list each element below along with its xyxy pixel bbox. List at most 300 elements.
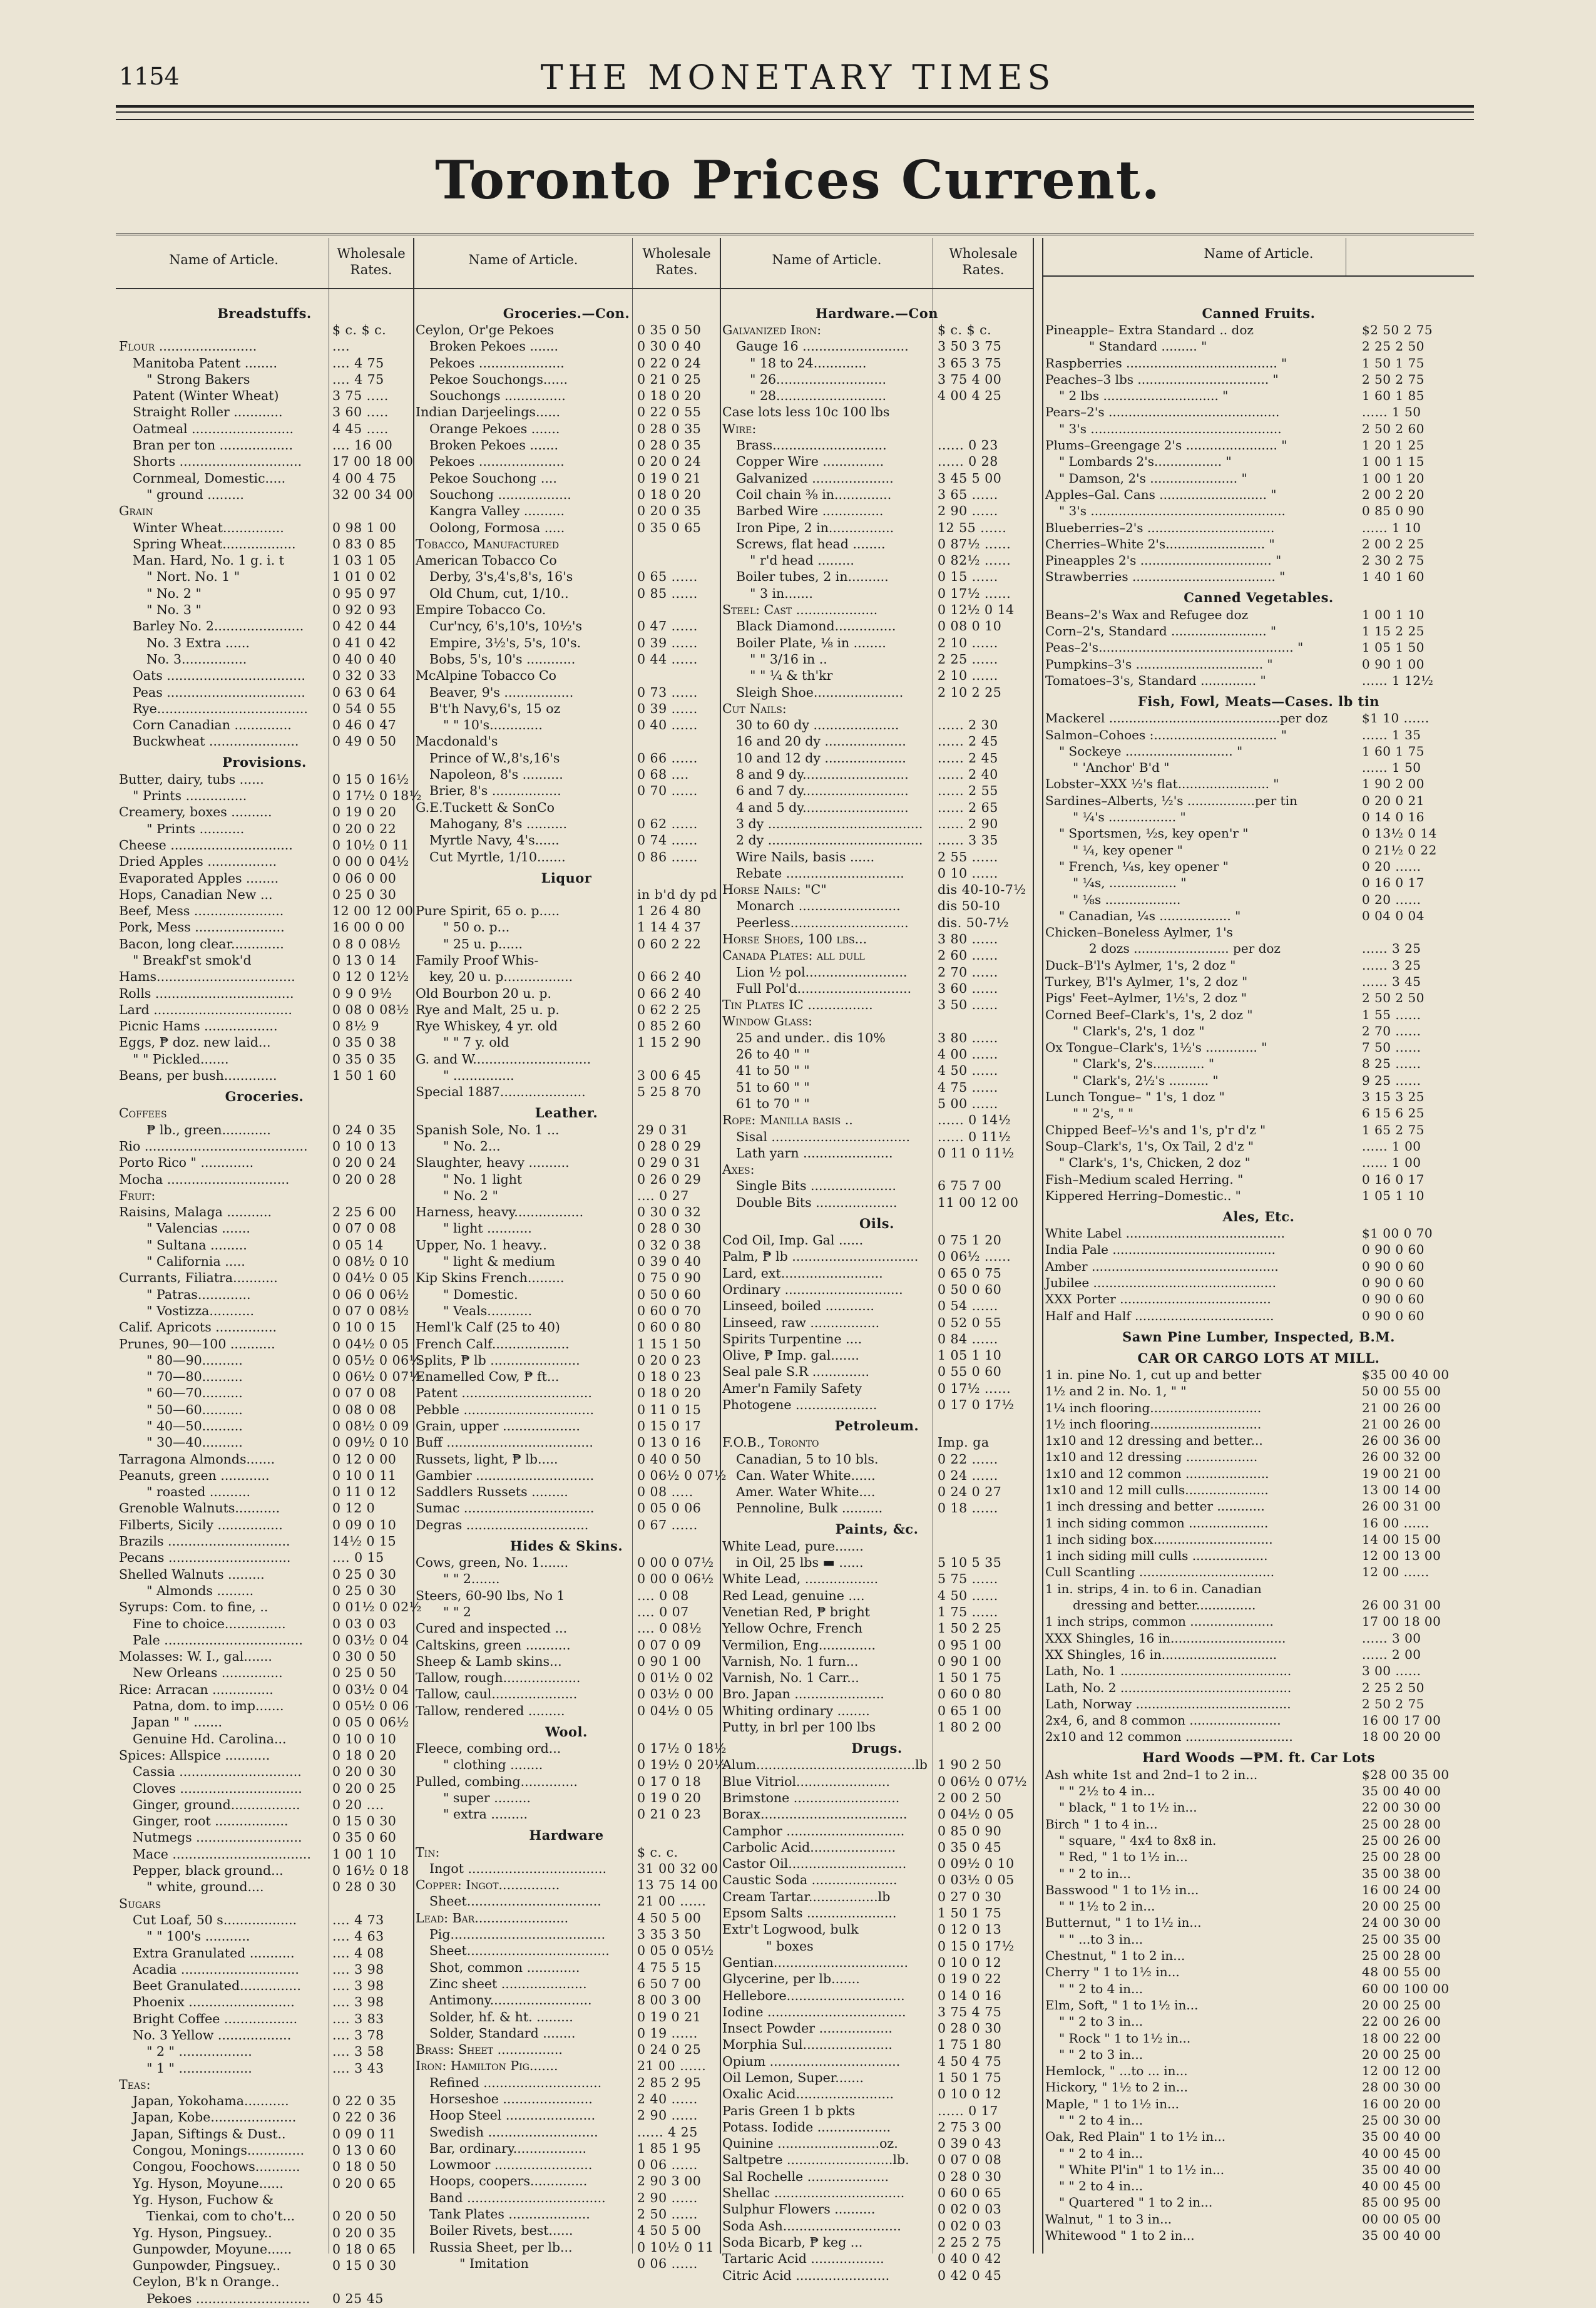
wholesale-rate: 1 26 4 80 [637,903,702,919]
article-name: Congou, Monings.............. [133,2143,305,2158]
wholesale-rate: 0 02 0 03 [938,2202,1002,2217]
wholesale-rate: 11 00 12 00 [938,1194,1019,1210]
article-name: 30 to 60 dy ..................... [736,717,899,733]
article-name: Solder, Standard ........ [429,2025,576,2041]
wholesale-rate: 0 21½ 0 22 [1362,842,1437,858]
wholesale-rate: 0 95 1 00 [938,1637,1002,1653]
article-name: Tartaric Acid .................. [722,2251,884,2267]
article-name: Bro. Japan ...................... [722,1686,884,1702]
price-row [416,2107,717,2123]
article-name: Pig...................................... [429,1927,606,1942]
article-name: Extra Granulated ........... [133,1945,295,1961]
wholesale-rate: 0 18 ...... [938,1500,998,1516]
wholesale-rate: 0 14 0 16 [1362,809,1425,825]
wholesale-rate [934,700,1035,717]
wholesale-rate: 0 12½ 0 14 [938,602,1015,618]
wholesale-rate: 9 25 ...... [1362,1072,1421,1088]
price-row [1045,1515,1472,1531]
price-row [119,1204,410,1220]
price-row [722,1095,1031,1112]
article-name: " ¼, key opener " [1073,842,1183,858]
section-heading: Provisions. [222,754,307,771]
wholesale-rate: 0 11 0 11½ [938,1145,1015,1161]
price-row [416,2124,717,2140]
price-row [416,1352,717,1368]
wholesale-rate: 21 00 ...... [637,1894,707,1909]
price-row [1045,437,1472,453]
article-name: Zinc sheet ..................... [429,1976,587,1991]
wholesale-rate: 2 90 ...... [938,503,998,519]
price-row [119,853,410,869]
wholesale-rate: $ c. c. [637,1844,678,1860]
price-row [119,2274,410,2290]
price-row [119,1385,410,1401]
article-name: 4 and 5 dy.......................... [736,799,909,815]
section-heading: Hardware.—Con [815,305,939,321]
header-name-4: Name of Article. [1204,246,1314,261]
wholesale-rate: 0 09 0 10 [332,1517,397,1532]
price-row [119,804,410,820]
wholesale-rate: 1 00 1 15 [1362,454,1425,469]
wholesale-rate: 0 24 ...... [938,1467,998,1483]
price-row [1045,1849,1472,1865]
wholesale-rate: 0 85 0 90 [1362,503,1425,519]
article-name: Ingot .................................. [429,1860,607,1876]
article-name: Pears–2's ........................................... [1045,404,1280,420]
price-row [119,1402,410,1418]
wholesale-rate: 1 40 1 60 [1362,569,1425,585]
article-name: Citric Acid ....................... [722,2267,890,2283]
article-name: Paris Green 1 b pkts [722,2103,856,2118]
article-name: 51 to 60 " " [736,1079,810,1095]
article-name: " 80—90.......... [146,1352,243,1368]
article-name: Souchong .................. [429,486,571,502]
article-name: ₱ lb., green............ [146,1122,271,1137]
article-name: Sleigh Shoe...................... [736,684,904,700]
article-name: Hops, Canadian New ... [119,886,273,902]
wholesale-rate: 0 35 0 65 [637,520,702,535]
article-name: Lead: Bar....................... [416,1910,569,1926]
article-name: Grain, upper ................... [416,1418,580,1434]
price-row [119,536,410,552]
article-name: Case lots less 10c 100 lbs [722,404,890,420]
article-name: Black Diamond............... [736,618,896,634]
article-name: " California ..... [146,1254,245,1269]
wholesale-rate: 0 54 ...... [938,1298,998,1314]
price-row [416,2157,717,2173]
article-name: Oil Lemon, Super....... [722,2070,864,2085]
article-name: Pekoes ..................... [429,355,565,371]
price-row [1045,2112,1472,2128]
price-row [416,667,717,684]
wholesale-rate: 0 17 0 18 [637,1773,702,1789]
article-name: Cream Tartar.................lb [722,1889,891,1904]
article-name: 1¼ inch flooring............................ [1045,1400,1262,1415]
price-row [119,1763,410,1780]
article-name: Potass. Iodide .................. [722,2119,891,2135]
wholesale-rate: 2 10 ...... [938,635,998,650]
wholesale-rate: 3 60 ..... [332,404,389,420]
price-row [722,832,1031,848]
article-name: 1x10 and 12 dressing and better... [1045,1433,1263,1449]
wholesale-rate: ...... 1 50 [1362,760,1421,776]
article-name: Macdonald's [416,734,498,749]
price-row [119,1105,410,1121]
price-row [119,1122,410,1138]
price-row [119,453,414,469]
wholesale-rate: 0 06½ 0 07½ [938,1773,1028,1789]
article-name: Pebble ................................ [416,1402,594,1417]
article-name: Chestnut, " 1 to 2 in... [1045,1948,1185,1964]
article-name: " " 3/16 in .. [750,651,827,667]
price-row [722,602,1031,618]
price-row [416,1253,717,1269]
wholesale-rate: 0 22 0 24 [637,355,702,371]
wholesale-rate: 0 10 0 11 [332,1467,397,1483]
article-name: " ground ......... [146,486,244,502]
price-row [722,2152,1031,2168]
wholesale-rate [329,1105,414,1121]
section-heading: Groceries. [225,1089,304,1105]
wholesale-rate: 0 22 0 35 [332,2093,397,2109]
wholesale-rate: $35 00 40 00 [1362,1367,1450,1382]
article-name: XXX Porter ...................................... [1045,1291,1271,1307]
article-name: Teas: [119,2076,151,2092]
section-heading: Leather. [535,1105,598,1121]
article-name: Russets, light, ₱ lb..... [416,1451,558,1467]
wholesale-rate: 0 90 0 60 [1362,1258,1425,1274]
article-name: Coil chain ⅜ in.............. [736,486,892,502]
price-row [1045,1449,1472,1465]
wholesale-rate: 5 00 ...... [938,1095,998,1111]
wholesale-rate: 0 28 0 35 [637,421,702,436]
article-name: Fine to choice............... [133,1616,286,1631]
article-name: Creamery, boxes .......... [119,804,272,820]
price-row [722,1265,1031,1281]
price-row [1045,1882,1472,1898]
article-name: Gunpowder, Moyune...... [133,2241,292,2257]
article-name: Hoop Steel ...................... [429,2108,596,2123]
article-name: Japan, Siftings & Dust.. [133,2126,286,2141]
article-name: " Imitation [459,2255,529,2271]
price-row [1045,1680,1472,1696]
price-row [416,1187,717,1204]
price-row [1045,355,1472,371]
price-row [416,1034,717,1050]
wholesale-rate: 0 02 0 03 [938,2218,1002,2234]
article-name: Upper, No. 1 heavy.. [416,1237,547,1253]
article-name: Cut Myrtle, 1/10....... [429,849,566,864]
wholesale-rate: 0 8½ 9 [332,1018,380,1034]
price-row [1045,1613,1472,1629]
article-name: Lath yarn ...................... [736,1145,893,1161]
wholesale-rate: 0 09½ 0 10 [332,1435,409,1450]
header-rule [116,288,1033,289]
article-name: 1 inch dressing and better ............ [1045,1499,1265,1514]
wholesale-rate: Imp. ga [938,1435,990,1450]
price-row [1045,1581,1472,1597]
section-heading: Hard Woods —₱M. ft. Car Lots [1142,1750,1375,1766]
article-name: Borax.................................... [722,1807,908,1822]
wholesale-rate: 0 10 0 12 [938,2086,1002,2102]
wholesale-rate: 2 25 2 50 [1362,339,1425,354]
article-name: Iron: Hamilton Pig....... [416,2058,558,2074]
price-row [722,1889,1031,1905]
price-row [1045,2178,1472,2194]
price-row [416,1319,717,1335]
wholesale-rate: 0 19 0 22 [938,1971,1002,1987]
price-row [722,1872,1031,1888]
wholesale-rate: 4 45 ..... [332,421,389,436]
article-name: Bran per ton .................. [133,438,293,453]
article-name: " " 2 to 4 in... [1059,2112,1143,2128]
wholesale-rate: 1 75 1 80 [938,2037,1002,2053]
price-row [1045,371,1472,387]
wholesale-rate [633,552,720,568]
price-row [722,338,1031,354]
price-row [722,733,1031,749]
article-name: " 2 " .................. [146,2044,252,2059]
wholesale-rate: 1 90 2 00 [1362,776,1425,792]
article-name: Lobster–XXX ½'s flat....................... " [1045,776,1279,792]
price-row [1045,842,1472,858]
article-name: " " 2....... [443,1571,500,1587]
article-name: 2 dy ...................................... [736,833,923,848]
wholesale-rate: 0 95 0 97 [332,585,397,601]
article-name: " r'd head ......... [750,553,854,568]
price-row [1045,1122,1472,1138]
price-row [1045,656,1472,672]
article-name: Pennoline, Bulk .......... [736,1500,883,1516]
article-name: Photogene .................... [722,1397,877,1412]
header-rule-right [1042,275,1474,277]
price-row [119,1945,410,1961]
wholesale-rate: 1 60 1 75 [1362,743,1425,759]
wholesale-rate: 0 40 0 40 [332,651,397,667]
wholesale-rate: 0 46 0 47 [332,717,397,733]
article-name: Sulphur Flowers .......... [722,2202,876,2217]
article-name: " Valencias ....... [146,1221,250,1236]
price-row [1045,1646,1472,1663]
wholesale-rate: 0 50 0 60 [938,1281,1002,1297]
wholesale-rate: 0 60 0 80 [637,1320,702,1335]
price-row [416,1434,717,1450]
article-name: " ¼'s ................. " [1073,809,1186,825]
article-name: Galvanized .................... [736,470,894,486]
article-name: No. 3 Extra ...... [146,635,250,650]
wholesale-rate: 0 09½ 0 10 [938,1856,1015,1872]
article-name: Cows, green, No. 1....... [416,1555,569,1571]
wholesale-rate: $1 00 0 70 [1362,1226,1433,1241]
article-name: Castor Oil............................. [722,1856,907,1872]
price-row [416,952,717,968]
wholesale-rate: ...... 2 65 [938,799,998,815]
article-name: Amer'n Family Safety [722,1380,862,1396]
price-row [722,1954,1031,1971]
article-name: " " 1½ to 2 in... [1059,1899,1155,1914]
price-row [1045,1187,1472,1204]
article-name: Rye and Malt, 25 u. p. [416,1002,560,1017]
article-name: Oatmeal ......................... [133,421,294,436]
article-name: Ceylon, Or'ge Pekoes [416,322,554,337]
wholesale-rate: 0 11 0 15 [637,1402,702,1417]
article-name: Window Glass: [722,1013,813,1029]
wholesale-rate: 0 83 0 85 [332,536,397,551]
price-row [722,1347,1031,1363]
price-row [119,936,410,952]
price-row [119,2076,410,2093]
article-name: Hams.................................. [119,969,295,985]
header-name-3: Name of Article. [772,252,882,267]
article-name: Cured and inspected ... [416,1621,568,1636]
price-row [119,1714,410,1730]
price-row [1045,1964,1472,1980]
wholesale-rate: 2 25 6 00 [332,1204,397,1220]
wholesale-rate: 0 19 0 20 [637,1790,702,1805]
wholesale-rate: 0 12 0 12½ [332,969,409,985]
price-row [1045,322,1472,338]
wholesale-rate: ...... 2 00 [1362,1646,1421,1662]
wholesale-rate: 0 90 0 60 [1362,1308,1425,1323]
wholesale-rate: 1 05 1 50 [1362,640,1425,655]
price-row [722,1500,1031,1516]
article-name: Sal Rochelle .................... [722,2168,889,2184]
article-name: Caltskins, green ........... [416,1637,571,1653]
wholesale-rate: 0 15 ...... [938,569,998,585]
header-name-1: Name of Article. [169,252,279,267]
wholesale-rate: 50 00 55 00 [1362,1383,1441,1399]
wholesale-rate: 2 00 2 50 [938,1790,1002,1805]
article-name: " square, " 4x4 to 8x8 in. [1059,1832,1217,1848]
wholesale-rate: ...... 1 35 [1362,727,1421,742]
article-name: Filberts, Sicily ................ [119,1517,283,1532]
article-name: Cherries–White 2's......................... " [1045,536,1275,551]
price-row [119,1813,410,1829]
price-row [119,1269,410,1286]
wholesale-rate: 12 00 12 00 [1362,2063,1441,2079]
wholesale-rate: 0 06 ...... [637,2157,698,2173]
article-name: Kip Skins French......... [416,1270,565,1286]
price-row [1045,1308,1472,1324]
article-name: Saltpetre ..........................lb. [722,2152,909,2168]
wholesale-rate: 1 15 2 90 [637,1035,702,1050]
price-row [119,787,422,804]
wholesale-rate: ...... 0 11½ [938,1129,1011,1144]
price-row [416,437,717,453]
article-name: Chicken–Boneless Aylmer, 1's [1045,925,1233,940]
wholesale-rate: 13 75 14 00 [637,1877,719,1893]
wholesale-rate: 0 42 0 45 [938,2267,1002,2283]
wholesale-rate: 0 47 ...... [637,618,698,634]
article-name: 8 and 9 dy.......................... [736,767,909,782]
article-name: XXX Shingles, 16 in............................. [1045,1630,1286,1646]
wholesale-rate: 1 00 1 10 [1362,607,1425,622]
article-name: Caustic Soda ..................... [722,1872,898,1888]
article-name: Boiler Rivets, best...... [429,2223,573,2239]
price-row [119,1648,410,1664]
wholesale-rate: 40 00 45 00 [1362,2145,1441,2161]
price-row [722,2070,1031,2086]
wholesale-rate: 0 03½ 0 05 [938,1872,1015,1888]
price-row [119,1467,410,1484]
wholesale-rate: 0 19 ...... [637,2025,698,2041]
price-row [1045,1275,1472,1291]
article-name: Beans, per bush............. [119,1068,277,1084]
article-name: " Breakf'st smok'd [133,952,252,968]
article-name: Varnish, No. 1 Carr... [722,1670,859,1686]
price-row [1045,1055,1472,1072]
price-row [1045,1105,1472,1121]
price-row [416,1303,717,1319]
price-row [119,1237,410,1253]
wholesale-rate: .... 4 08 [332,1945,384,1961]
wholesale-rate: 12 00 12 00 [332,903,414,919]
wholesale-rate: 0 74 ...... [637,833,698,848]
price-row [416,635,717,651]
article-name: Blue Vitriol....................... [722,1773,890,1789]
article-name: Pumpkins–3's ................................ " [1045,656,1273,672]
article-name: Fleece, combing ord... [416,1741,561,1757]
wholesale-rate: 0 25 0 30 [332,886,397,902]
article-name: Pigs' Feet–Aylmer, 1½'s, 2 doz " [1045,990,1247,1006]
wholesale-rate: 3 15 3 25 [1362,1089,1425,1105]
price-row [416,1154,717,1171]
price-row [722,1434,1031,1450]
price-row [1045,2079,1472,2095]
price-row [416,520,717,536]
price-row [1045,639,1472,655]
article-name: Brier, 8's ................. [429,783,561,799]
price-row [1045,1465,1472,1482]
wholesale-rate: 0 20 .... [332,1797,384,1812]
price-row [722,1129,1031,1145]
wholesale-rate: 0 20 0 50 [332,2208,397,2224]
wholesale-rate: 35 00 40 00 [1362,2162,1441,2177]
wholesale-rate: 5 25 8 70 [637,1084,702,1100]
article-name: American Tobacco Co [416,553,557,568]
article-name: " 1 " .................. [146,2060,252,2076]
price-row [1045,552,1472,568]
article-name: Bar, ordinary.................. [429,2140,587,2156]
wholesale-rate: 28 00 30 00 [1362,2080,1441,2095]
article-name: " " Pickled....... [133,1051,229,1067]
price-row [119,486,414,503]
price-row [416,1084,717,1100]
wholesale-rate: ...... 0 17 [938,2103,998,2118]
price-row [722,1248,1031,1264]
wholesale-rate: 0 90 0 60 [1362,1242,1425,1258]
article-name: Pineapples 2's ................................. " [1045,553,1282,568]
price-row [722,700,1031,717]
price-row [119,886,410,903]
article-name [119,322,329,338]
price-row [722,387,1031,404]
wholesale-rate: ...... 0 28 [938,454,998,469]
price-row [1045,2194,1472,2210]
price-row [1045,2145,1472,2162]
wholesale-rate: 0 01½ 0 02 [637,1670,714,1686]
price-row [1045,486,1472,503]
article-name: " Prints ............... [133,788,247,804]
wholesale-rate: 6 50 7 00 [637,1976,702,1991]
price-row [722,1079,1031,1095]
wholesale-rate: 0 42 0 44 [332,618,397,634]
price-row [722,1757,1031,1773]
article-name: " clothing ........ [443,1757,543,1773]
article-name: Chipped Beef–½'s and 1's, p'r d'z " [1045,1122,1266,1137]
page-number: 1154 [119,63,180,90]
wholesale-rate: ...... 3 45 [1362,973,1421,989]
